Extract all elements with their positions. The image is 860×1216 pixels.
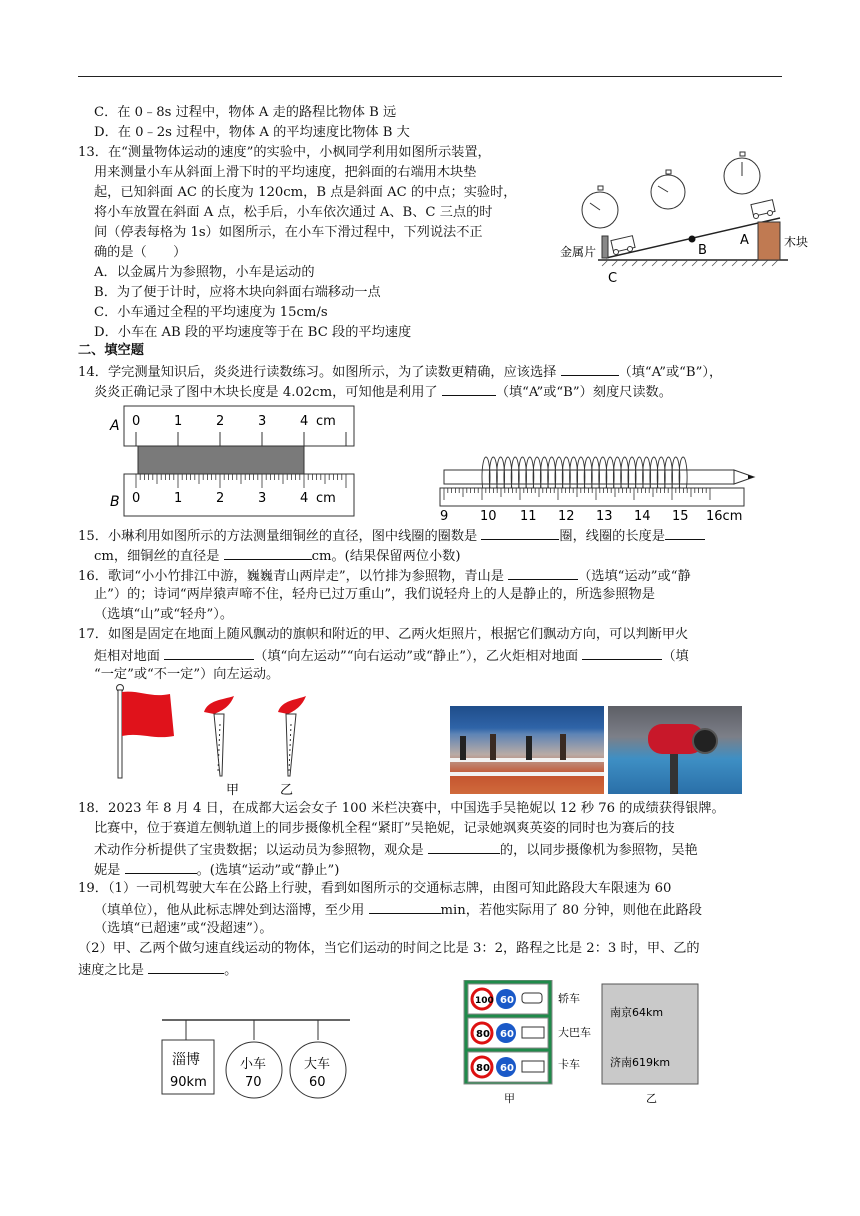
q13-line3: 起，已知斜面 AC 的长度为 120cm，B 点是斜面 AC 的中点；实验时， (94, 185, 517, 200)
q19-line1: 19．（1）一司机驾驶大车在公路上行驶，看到如图所示的交通标志牌，由图可知此路段大车限速为 60 (78, 881, 672, 896)
q16-line3: （选填“山”或“轻舟”）。 (94, 607, 234, 622)
svg-text:90km: 90km (170, 1075, 207, 1090)
hurdle-race-photo (450, 706, 604, 794)
svg-text:济南619km: 济南619km (610, 1056, 671, 1069)
flagpole (118, 690, 122, 778)
q19-line5: 速度之比是 。 (78, 960, 237, 980)
svg-text:甲: 甲 (226, 783, 240, 798)
svg-text:A: A (110, 418, 120, 434)
rulers-figure (104, 402, 360, 522)
svg-text:70: 70 (245, 1075, 262, 1090)
q19-blank1[interactable] (369, 900, 441, 914)
label-block: 木块 (784, 235, 809, 249)
q13-option-c: C．小车通过全程的平均速度为 15cm/s (94, 305, 328, 320)
q19-line3: （选填“已超速”或“没超速”）。 (94, 921, 273, 936)
svg-text:9: 9 (440, 509, 449, 524)
svg-text:1: 1 (174, 491, 183, 506)
q18-line1: 18．2023 年 8 月 4 日，在成都大运会女子 100 米栏决赛中，中国选手吴艳妮以 12 秒 76 的成绩获得银牌。 (78, 801, 725, 816)
q12-option-c: C．在 0﹣8s 过程中，物体 A 走的路程比物体 B 远 (94, 105, 397, 120)
svg-text:大巴车: 大巴车 (558, 1026, 591, 1039)
incline-figure (558, 148, 814, 288)
q14-line1: 14．学完测量知识后，炎炎进行读数练习。如图所示，为了读数更精确，应该选择 （填“A”或“B”）， (78, 362, 722, 382)
svg-text:60: 60 (309, 1075, 326, 1090)
svg-text:3: 3 (258, 491, 267, 506)
svg-text:南京64km: 南京64km (610, 1006, 664, 1019)
q15-blank3[interactable] (224, 546, 312, 560)
svg-text:12: 12 (558, 509, 575, 524)
q13-line5: 间（停表每格为 1s）如图所示，在小车下滑过程中，下列说法不正 (94, 225, 483, 240)
svg-text:60: 60 (500, 1063, 514, 1074)
svg-text:乙: 乙 (280, 783, 294, 798)
q19-blank2[interactable] (148, 960, 224, 974)
svg-text:乙: 乙 (646, 1092, 657, 1105)
q13-option-a: A．以金属片为参照物，小车是运动的 (94, 265, 315, 280)
svg-text:卡车: 卡车 (558, 1058, 580, 1071)
svg-text:11: 11 (520, 509, 537, 524)
q13-line4: 将小车放置在斜面 A 点，松手后，小车依次通过 A、B、C 三点的时 (94, 205, 493, 220)
svg-text:16cm: 16cm (706, 509, 743, 524)
svg-text:15: 15 (672, 509, 689, 524)
svg-text:甲: 甲 (504, 1092, 515, 1105)
car-icon (522, 993, 542, 1003)
svg-text:14: 14 (634, 509, 651, 524)
q18-blank2[interactable] (125, 860, 197, 874)
svg-text:100: 100 (475, 996, 494, 1006)
svg-text:小车: 小车 (240, 1057, 267, 1072)
q17-line3: “一定”或“不一定”）向左运动。 (94, 667, 280, 682)
label-metal: 金属片 (560, 245, 597, 259)
measured-block (138, 446, 304, 474)
svg-text:淄博: 淄博 (172, 1052, 200, 1068)
svg-text:4: 4 (300, 414, 309, 429)
stopwatch-a (724, 152, 760, 194)
q15-line1: 15．小琳利用如图所示的方法测量细铜丝的直径，图中线圈的圈数是 圈，线圈的长度是 (78, 526, 705, 546)
svg-text:80: 80 (476, 1029, 490, 1040)
coil-figure (436, 448, 766, 524)
q14-blank1[interactable] (561, 362, 619, 376)
stopwatch-b (651, 170, 685, 209)
torch-yi (278, 696, 306, 776)
svg-text:轿车: 轿车 (558, 992, 580, 1005)
q13-option-d: D．小车在 AB 段的平均速度等于在 BC 段的平均速度 (94, 325, 412, 340)
q19-line4: （2）甲、乙两个做匀速直线运动的物体，当它们运动的时间之比是 3：2，路程之比是 2：3 时，甲、乙的 (78, 941, 700, 956)
q16-line2: 止”）的；诗词“两岸猿声啼不住，轻舟已过万重山”，我们说轻舟上的人是静止的，所选参照物是 (94, 587, 655, 602)
cart-at-a (751, 200, 775, 219)
flag-torch-figure (110, 684, 330, 798)
q13-line6: 确的是（ ） (94, 245, 187, 260)
q13-option-b: B．为了便于计时，应将木块向斜面右端移动一点 (94, 285, 381, 300)
svg-text:2: 2 (216, 491, 225, 506)
stopwatch-c (582, 186, 618, 228)
section-title: 二、填空题 (78, 343, 144, 358)
svg-text:0: 0 (132, 491, 141, 506)
q13-line2: 用来测量小车从斜面上滑下时的平均速度，把斜面的右端用木块垫 (94, 165, 477, 180)
q15-line2: cm，细铜丝的直径是 cm。(结果保留两位小数) (94, 546, 460, 566)
q18-blank1[interactable] (428, 840, 500, 854)
svg-text:B: B (110, 494, 120, 510)
bus-icon (522, 1027, 544, 1038)
label-b: B (698, 243, 707, 258)
svg-text:cm: cm (316, 414, 336, 429)
svg-text:cm: cm (316, 491, 336, 506)
svg-text:3: 3 (258, 414, 267, 429)
svg-text:2: 2 (216, 414, 225, 429)
q14-blank2[interactable] (442, 382, 496, 396)
red-flag (122, 692, 174, 737)
q17-blank2[interactable] (582, 646, 662, 660)
q18-line4: 妮是 。(选填“运动”或“静止”) (94, 860, 339, 880)
pencil (444, 470, 734, 484)
q16-blank1[interactable] (508, 566, 578, 580)
svg-text:0: 0 (132, 414, 141, 429)
q18-line2: 比赛中，位于赛道左侧轨道上的同步摄像机全程“紧盯”吴艳妮，记录她飒爽英姿的同时也为赛后的技 (94, 821, 675, 836)
header-rule (78, 76, 782, 77)
q13-line1: 13．在“测量物体运动的速度”的实验中，小枫同学利用如图所示装置， (78, 145, 491, 160)
torch-jia (204, 696, 234, 776)
q17-line1: 17．如图是固定在地面上随风飘动的旗帜和附近的甲、乙两火炬照片，根据它们飘动方向，可以判断甲火 (78, 627, 689, 642)
q15-blank2[interactable] (665, 526, 705, 540)
q17-blank1[interactable] (164, 646, 254, 660)
svg-text:60: 60 (500, 995, 514, 1006)
q18-line3: 术动作分析提供了宝贵数据；以运动员为参照物，观众是 的，以同步摄像机为参照物，吴艳 (94, 840, 698, 860)
q14-line2: 炎炎正确记录了图中木块长度是 4.02cm，可知他是利用了 （填“A”或“B”）刻度尺读数。 (94, 382, 672, 402)
q19-line2: （填单位），他从此标志牌处到达淄博，至少用 min，若他实际用了 80 分钟，则他在此路段 (94, 900, 702, 920)
svg-text:13: 13 (596, 509, 613, 524)
traffic-sign-figure (156, 1012, 356, 1108)
wood-block (758, 222, 780, 260)
speed-limit-board (462, 980, 602, 1106)
distance-board (600, 980, 704, 1106)
label-a: A (740, 233, 749, 248)
q15-blank1[interactable] (481, 526, 559, 540)
tracking-camera-photo (608, 706, 742, 794)
svg-text:4: 4 (300, 491, 309, 506)
q17-line2: 炬相对地面 （填“向左运动”“向右运动”或“静止”），乙火炬相对地面 （填 (94, 646, 689, 666)
q16-line1: 16．歌词“小小竹排江中游，巍巍青山两岸走”，以竹排为参照物，青山是 （选填“运动”或“静 (78, 566, 691, 586)
svg-text:60: 60 (500, 1029, 514, 1040)
label-c: C (608, 271, 618, 286)
svg-text:大车: 大车 (304, 1057, 331, 1072)
metal-plate (602, 236, 608, 258)
svg-text:1: 1 (174, 414, 183, 429)
point-b (689, 236, 696, 243)
q12-option-d: D．在 0﹣2s 过程中，物体 A 的平均速度比物体 B 大 (94, 125, 410, 140)
svg-text:80: 80 (476, 1063, 490, 1074)
truck-icon (522, 1061, 544, 1072)
svg-text:10: 10 (480, 509, 497, 524)
